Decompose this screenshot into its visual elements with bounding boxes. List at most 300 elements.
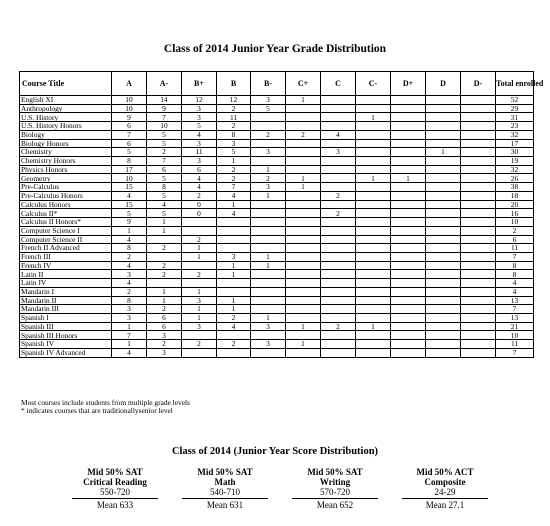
grade-count-cell (391, 191, 426, 200)
grade-count-cell: 2 (182, 340, 217, 349)
grade-count-cell: 6 (112, 122, 147, 131)
grade-count-cell: 10 (496, 331, 534, 340)
footnotes (21, 399, 190, 416)
grade-count-cell: 1 (356, 174, 391, 183)
grade-count-cell (251, 279, 286, 288)
grade-count-cell: 5 (112, 209, 147, 218)
grade-count-cell (426, 113, 461, 122)
column-header: B- (251, 72, 286, 96)
grade-count-cell (356, 305, 391, 314)
grade-count-cell (356, 340, 391, 349)
grade-count-cell: 2 (182, 235, 217, 244)
grade-count-cell (391, 296, 426, 305)
score-sat-math (170, 467, 280, 510)
grade-count-cell: 3 (147, 331, 182, 340)
course-title-cell: French IV (20, 261, 112, 270)
grade-count-cell: 21 (496, 322, 534, 331)
grade-count-cell: 5 (112, 148, 147, 157)
grade-count-cell (286, 157, 321, 166)
grade-count-cell: 8 (496, 270, 534, 279)
grade-count-cell (182, 261, 217, 270)
grade-count-cell: 1 (182, 313, 217, 322)
grade-count-cell (391, 270, 426, 279)
grade-count-cell (426, 174, 461, 183)
grade-count-cell: 2 (147, 305, 182, 314)
grade-count-cell: 18 (496, 191, 534, 200)
grade-count-cell: 11 (496, 244, 534, 253)
grade-count-cell: 1 (286, 96, 321, 105)
grade-count-cell (461, 244, 496, 253)
grade-count-cell (461, 287, 496, 296)
grade-count-cell: 3 (182, 104, 217, 113)
grade-distribution-table (19, 71, 544, 358)
grade-count-cell (391, 287, 426, 296)
grade-count-cell (217, 287, 251, 296)
grade-count-cell: 1 (112, 226, 147, 235)
grade-count-cell: 7 (496, 305, 534, 314)
table-row (20, 183, 534, 192)
grade-count-cell (182, 279, 217, 288)
grade-count-cell (286, 200, 321, 209)
grade-count-cell: 4 (182, 130, 217, 139)
grade-count-cell: 2 (321, 209, 356, 218)
course-title-cell: Latin II (20, 270, 112, 279)
table-row (20, 296, 534, 305)
grade-count-cell: 2 (217, 165, 251, 174)
score-label: Mid 50% SAT (307, 467, 363, 477)
grade-count-cell: 6 (496, 235, 534, 244)
grade-count-cell (426, 191, 461, 200)
column-header: C (321, 72, 356, 96)
grade-count-cell: 2 (217, 104, 251, 113)
grade-count-cell (286, 270, 321, 279)
grade-count-cell (426, 279, 461, 288)
grade-count-cell: 10 (112, 104, 147, 113)
grade-count-cell (251, 218, 286, 227)
grade-count-cell (356, 104, 391, 113)
grade-count-cell (426, 157, 461, 166)
table-row (20, 191, 534, 200)
grade-count-cell: 26 (496, 174, 534, 183)
grade-count-cell (251, 235, 286, 244)
grade-count-cell: 1 (286, 183, 321, 192)
score-mean: Mean 27.1 (402, 498, 488, 510)
grade-count-cell (182, 348, 217, 357)
table-row (20, 313, 534, 322)
grade-count-cell (321, 261, 356, 270)
grade-count-cell: 1 (217, 157, 251, 166)
grade-count-cell (356, 209, 391, 218)
grade-count-cell: 3 (251, 183, 286, 192)
column-header: D (426, 72, 461, 96)
grade-count-cell: 1 (112, 340, 147, 349)
grade-count-cell (356, 122, 391, 131)
grade-count-cell (356, 331, 391, 340)
grade-count-cell (461, 261, 496, 270)
grade-count-cell (426, 209, 461, 218)
grade-count-cell (356, 235, 391, 244)
grade-count-cell (461, 218, 496, 227)
grade-count-cell: 4 (321, 130, 356, 139)
grade-count-cell (426, 183, 461, 192)
grade-count-cell: 2 (112, 287, 147, 296)
grade-count-cell (461, 322, 496, 331)
grade-count-cell (461, 174, 496, 183)
grade-count-cell (321, 104, 356, 113)
grade-count-cell (356, 183, 391, 192)
grade-count-cell (356, 279, 391, 288)
table-row (20, 322, 534, 331)
grade-count-cell (356, 218, 391, 227)
course-title-cell: Spanish III Honors (20, 331, 112, 340)
course-title-cell: Spanish III (20, 322, 112, 331)
grade-count-cell (321, 305, 356, 314)
grade-count-cell: 12 (217, 96, 251, 105)
grade-count-cell (391, 235, 426, 244)
score-mean: Mean 631 (182, 498, 268, 510)
grade-count-cell: 3 (182, 322, 217, 331)
grade-count-cell (217, 226, 251, 235)
grade-count-cell (321, 252, 356, 261)
grade-count-cell (286, 287, 321, 296)
table-row (20, 287, 534, 296)
grade-count-cell: 6 (182, 165, 217, 174)
grade-count-cell (426, 348, 461, 357)
grade-count-cell: 2 (217, 313, 251, 322)
grade-count-cell: 15 (112, 183, 147, 192)
grade-count-cell: 1 (147, 226, 182, 235)
table-row (20, 279, 534, 288)
grade-count-cell (321, 235, 356, 244)
grade-count-cell (286, 104, 321, 113)
grade-count-cell (321, 174, 356, 183)
score-range: 570-720 (320, 487, 350, 497)
grade-count-cell: 1 (217, 270, 251, 279)
grade-count-cell: 1 (147, 287, 182, 296)
grade-count-cell (286, 148, 321, 157)
grade-count-cell (182, 218, 217, 227)
grade-count-cell (391, 313, 426, 322)
grade-count-cell (286, 226, 321, 235)
column-header: A- (147, 72, 182, 96)
grade-count-cell: 2 (182, 270, 217, 279)
grade-count-cell (461, 104, 496, 113)
grade-count-cell: 8 (496, 261, 534, 270)
table-row (20, 174, 534, 183)
grade-count-cell (461, 191, 496, 200)
course-title-cell: Computer Science I (20, 226, 112, 235)
grade-count-cell: 1 (286, 322, 321, 331)
grade-count-cell: 1 (251, 165, 286, 174)
grade-count-cell: 4 (147, 200, 182, 209)
grade-count-cell: 1 (391, 174, 426, 183)
grade-count-cell (251, 209, 286, 218)
grade-count-cell: 5 (217, 148, 251, 157)
grade-count-cell: 7 (112, 331, 147, 340)
grade-count-cell: 3 (182, 296, 217, 305)
table-row (20, 139, 534, 148)
grade-count-cell (461, 157, 496, 166)
column-header: Total enrolled (496, 72, 534, 96)
grade-count-cell (286, 191, 321, 200)
grade-count-cell (391, 331, 426, 340)
course-title-cell: Calculus Honors (20, 200, 112, 209)
grade-count-cell (426, 340, 461, 349)
table-row (20, 305, 534, 314)
grade-count-cell (321, 157, 356, 166)
grade-count-cell: 32 (496, 165, 534, 174)
table-row (20, 261, 534, 270)
grade-count-cell: 6 (147, 313, 182, 322)
grade-count-cell: 1 (182, 287, 217, 296)
table-row (20, 96, 534, 105)
grade-count-cell: 2 (147, 270, 182, 279)
grade-count-cell (251, 157, 286, 166)
table-row (20, 122, 534, 131)
table-row (20, 270, 534, 279)
grade-count-cell (217, 279, 251, 288)
grade-count-cell (461, 270, 496, 279)
grade-count-cell (391, 122, 426, 131)
grade-count-cell: 19 (496, 157, 534, 166)
page-title: Class of 2014 Junior Year Grade Distribution (163, 43, 387, 55)
grade-count-cell: 2 (217, 340, 251, 349)
grade-count-cell (391, 252, 426, 261)
grade-count-cell (426, 235, 461, 244)
column-header: C+ (286, 72, 321, 96)
grade-count-cell: 3 (112, 305, 147, 314)
grade-count-cell (426, 226, 461, 235)
grade-count-cell (286, 305, 321, 314)
grade-count-cell (286, 165, 321, 174)
grade-count-cell (426, 200, 461, 209)
grade-count-cell: 9 (112, 218, 147, 227)
grade-count-cell (321, 279, 356, 288)
grade-count-cell: 3 (251, 148, 286, 157)
grade-count-cell: 5 (182, 122, 217, 131)
grade-count-cell (286, 113, 321, 122)
score-distribution-title: Class of 2014 (Junior Year Score Distribution) (171, 446, 379, 457)
grade-count-cell (286, 139, 321, 148)
grade-count-cell (356, 252, 391, 261)
grade-count-cell: 4 (112, 279, 147, 288)
grade-count-cell: 16 (496, 209, 534, 218)
course-title-cell: U.S. History Honors (20, 122, 112, 131)
column-header: Course Title (20, 72, 112, 96)
grade-count-cell (286, 313, 321, 322)
grade-count-cell: 23 (496, 122, 534, 131)
grade-count-cell: 1 (182, 252, 217, 261)
course-title-cell: French II Advanced (20, 244, 112, 253)
course-title-cell: Computer Science II (20, 235, 112, 244)
grade-count-cell: 3 (112, 313, 147, 322)
grade-count-cell (356, 148, 391, 157)
grade-count-cell (391, 139, 426, 148)
course-title-cell: Biology Honors (20, 139, 112, 148)
grade-count-cell (426, 96, 461, 105)
score-mean: Mean 633 (72, 498, 158, 510)
grade-count-cell (426, 287, 461, 296)
grade-count-cell: 2 (217, 174, 251, 183)
grade-count-cell (356, 157, 391, 166)
grade-count-cell (461, 96, 496, 105)
grade-count-cell: 3 (182, 157, 217, 166)
course-title-cell: Calculus II* (20, 209, 112, 218)
grade-count-cell: 7 (147, 157, 182, 166)
grade-count-cell (182, 226, 217, 235)
grade-count-cell: 7 (112, 130, 147, 139)
grade-count-cell: 6 (147, 165, 182, 174)
grade-count-cell (147, 279, 182, 288)
grade-count-cell (461, 348, 496, 357)
grade-count-cell (356, 226, 391, 235)
score-label: Writing (319, 477, 351, 487)
grade-count-cell: 4 (217, 209, 251, 218)
grade-count-cell: 11 (182, 148, 217, 157)
grade-count-cell (391, 279, 426, 288)
grade-count-cell (461, 148, 496, 157)
score-label: Math (214, 477, 236, 487)
course-title-cell: Chemistry Honors (20, 157, 112, 166)
footnote-multigrade: Most courses include students from multiple grade levels (21, 398, 190, 407)
course-title-cell: Geometry (20, 174, 112, 183)
grade-count-cell (426, 218, 461, 227)
column-header: B+ (182, 72, 217, 96)
grade-count-cell (391, 218, 426, 227)
grade-count-cell: 5 (251, 104, 286, 113)
course-title-cell: Physics Honors (20, 165, 112, 174)
course-title-cell: English XI (20, 96, 112, 105)
grade-count-cell: 5 (147, 191, 182, 200)
grade-count-cell: 1 (217, 200, 251, 209)
grade-count-cell: 1 (112, 322, 147, 331)
score-sat-reading (60, 467, 170, 510)
grade-count-cell: 1 (217, 261, 251, 270)
grade-count-cell (286, 252, 321, 261)
grade-count-cell (461, 252, 496, 261)
grade-count-cell (356, 261, 391, 270)
grade-count-cell (461, 305, 496, 314)
grade-count-cell: 8 (112, 296, 147, 305)
course-title-cell: Spanish I (20, 313, 112, 322)
grade-count-cell: 1 (356, 113, 391, 122)
course-title-cell: Anthropology (20, 104, 112, 113)
grade-count-cell (391, 209, 426, 218)
grade-count-cell (391, 96, 426, 105)
grade-count-cell (356, 130, 391, 139)
course-title-cell: Chemistry (20, 148, 112, 157)
grade-count-cell: 7 (496, 348, 534, 357)
grade-count-cell (321, 113, 356, 122)
grade-count-cell (356, 348, 391, 357)
grade-count-cell: 3 (251, 322, 286, 331)
score-label: Composite (424, 477, 466, 487)
grade-count-cell: 52 (496, 96, 534, 105)
grade-count-cell (426, 261, 461, 270)
table-row (20, 157, 534, 166)
table-row (20, 348, 534, 357)
grade-count-cell: 7 (217, 183, 251, 192)
grade-count-cell (356, 313, 391, 322)
table-row (20, 104, 534, 113)
grade-count-cell: 3 (147, 348, 182, 357)
grade-count-cell (251, 348, 286, 357)
grade-count-cell (286, 279, 321, 288)
course-title-cell: Mandarin II (20, 296, 112, 305)
grade-count-cell: 10 (112, 96, 147, 105)
table-row (20, 218, 534, 227)
grade-count-cell: 3 (321, 148, 356, 157)
grade-count-cell (286, 244, 321, 253)
grade-count-cell (356, 96, 391, 105)
grade-count-cell (321, 313, 356, 322)
grade-count-cell (426, 331, 461, 340)
table-row (20, 235, 534, 244)
grade-count-cell: 2 (112, 252, 147, 261)
grade-count-cell: 8 (112, 157, 147, 166)
course-title-cell: Latin IV (20, 279, 112, 288)
grade-count-cell (426, 130, 461, 139)
grade-count-cell (461, 130, 496, 139)
grade-count-cell: 10 (496, 218, 534, 227)
grade-count-cell: 20 (496, 200, 534, 209)
table-row (20, 130, 534, 139)
grade-count-cell (286, 348, 321, 357)
grade-count-cell (356, 270, 391, 279)
grade-count-cell (286, 235, 321, 244)
grade-count-cell (391, 226, 426, 235)
grade-count-cell (461, 235, 496, 244)
grade-count-cell (461, 340, 496, 349)
grade-count-cell: 2 (251, 174, 286, 183)
grade-count-cell (356, 165, 391, 174)
grade-count-cell: 1 (251, 313, 286, 322)
grade-count-cell: 17 (112, 165, 147, 174)
grade-count-cell: 4 (496, 287, 534, 296)
table-row (20, 148, 534, 157)
grade-count-cell (426, 252, 461, 261)
grade-count-cell (391, 130, 426, 139)
grade-count-cell: 5 (147, 174, 182, 183)
grade-count-cell (321, 296, 356, 305)
grade-count-cell: 13 (496, 296, 534, 305)
grade-count-cell (391, 113, 426, 122)
grade-count-cell (426, 270, 461, 279)
grade-count-cell (286, 209, 321, 218)
grade-count-cell (461, 113, 496, 122)
grade-count-cell: 5 (147, 130, 182, 139)
grade-count-cell: 11 (217, 113, 251, 122)
grade-count-cell (217, 235, 251, 244)
grade-count-cell: 17 (496, 139, 534, 148)
grade-count-cell: 2 (251, 130, 286, 139)
score-range: 24-29 (434, 487, 456, 497)
grade-count-cell (217, 218, 251, 227)
grade-count-cell (461, 165, 496, 174)
table-row (20, 209, 534, 218)
grade-count-cell: 1 (147, 218, 182, 227)
grade-count-cell (321, 348, 356, 357)
grade-count-cell: 2 (321, 191, 356, 200)
grade-count-cell: 15 (112, 200, 147, 209)
footnote-senior: * indicates courses that are traditionallysenior level (21, 406, 173, 416)
course-title-cell: French III (20, 252, 112, 261)
score-range: 540-710 (210, 487, 240, 497)
grade-count-cell (426, 305, 461, 314)
grade-count-cell: 1 (217, 296, 251, 305)
grade-count-cell (391, 244, 426, 253)
score-label: Mid 50% SAT (87, 467, 143, 477)
